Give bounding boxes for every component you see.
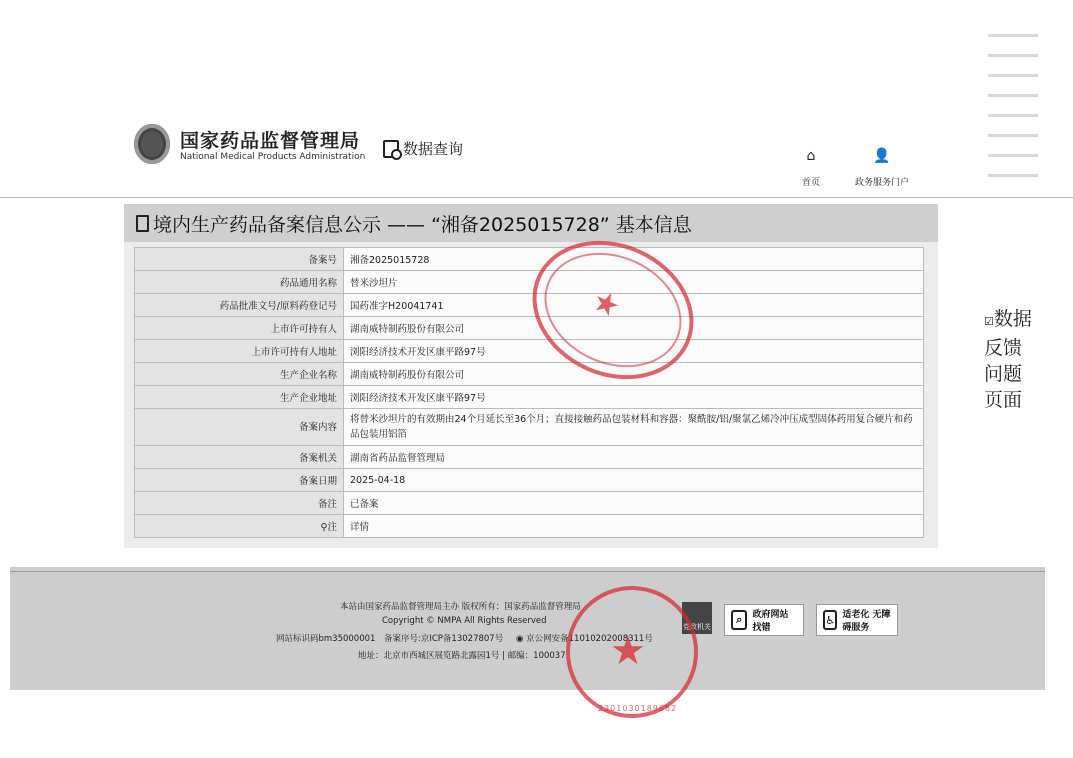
feedback-panel[interactable] [984,306,1032,413]
feedback-line: ☑数据 [984,308,1032,330]
row-label: 备注 [135,492,344,515]
row-label: 药品批准文号/原料药登记号 [135,294,344,317]
search-doc-icon [383,140,399,158]
table-row [135,317,924,340]
row-value: 已备案 [344,492,924,515]
accessibility-label: 适老化 无障碍服务 [842,610,891,633]
feedback-line: 反馈 [984,337,1023,359]
record-panel [124,242,938,548]
table-row [135,363,924,386]
distributor-seal-stamp [566,586,698,718]
seal-number: 2301030189682 [598,704,678,713]
gov-site-error-label: 政府网站 找错 [752,610,789,633]
nav-home[interactable] [796,147,826,188]
row-value: 国药准字H20041741 [344,294,924,317]
data-query-link[interactable] [383,138,463,159]
table-row [135,271,924,294]
table-row [135,515,924,538]
party-gov-badge[interactable]: 党政机关 [682,602,712,634]
site-footer [10,567,1045,690]
table-row [135,446,924,469]
edit-icon: ☑ [984,315,994,328]
footer-site-id: 网站标识码bm35000001 [276,634,376,644]
row-label: 生产企业名称 [135,363,344,386]
row-label: 药品通用名称 [135,271,344,294]
row-label: 上市许可持有人 [135,317,344,340]
table-row [135,294,924,317]
row-value: 浏阳经济技术开发区康平路97号 [344,386,924,409]
row-label: 上市许可持有人地址 [135,340,344,363]
magnifier-icon: ⌕ [731,610,747,630]
feedback-line: 页面 [984,389,1023,411]
page-title-text: 境内生产药品备案信息公示 —— “湘备2025015728” 基本信息 [153,213,692,236]
table-row [135,340,924,363]
row-value: 湖南省药品监督管理局 [344,446,924,469]
row-value: 湘备2025015728 [344,248,924,271]
row-label: 备案日期 [135,469,344,492]
row-value: 湖南威特制药股份有限公司 [344,363,924,386]
data-query-label: 数据查询 [403,140,464,158]
nav-home-label: 首页 [801,178,820,188]
gov-site-error-badge[interactable] [724,604,804,636]
footer-police[interactable]: ◉ 京公网安备11010202008311号 [516,634,653,644]
footer-address: 地址：北京市西城区展览路北露园1号 | 邮编：100037 [358,651,566,661]
accessibility-badge[interactable] [816,604,898,636]
footer-sponsor: 本站由国家药品监督管理局主办 版权所有：国家药品监督管理局 [340,602,581,612]
seal-star-icon: ★ [586,282,626,326]
details-link[interactable]: 详情 [344,515,924,538]
row-value: 湖南威特制药股份有限公司 [344,317,924,340]
accessibility-icon: ♿ [823,610,837,630]
row-value: 2025-04-18 [344,469,924,492]
row-label: 备案机关 [135,446,344,469]
record-table [134,247,924,538]
document-icon [136,215,149,232]
org-name-cn: 国家药品监督管理局 [180,130,361,152]
table-row [135,386,924,409]
footer-copyright: Copyright © NMPA All Rights Reserved [382,616,547,626]
row-value: 替米沙坦片 [344,271,924,294]
nav-gov-label: 政务服务门户 [854,178,909,188]
footer-divider [10,571,1045,572]
home-icon: ⌂ [806,148,816,164]
feedback-line: 问题 [984,363,1023,385]
nav-gov-services[interactable] [848,147,916,188]
seal-star-icon: ★ [610,628,646,674]
footer-icp[interactable]: 备案序号:京ICP备13027807号 [384,634,504,644]
table-row [135,409,924,446]
site-header [0,0,1073,200]
table-row [135,469,924,492]
location-pin-icon: ⚲ [320,522,328,533]
table-row [135,248,924,271]
scan-artifact [988,34,1038,194]
row-value: 将替米沙坦片的有效期由24个月延长至36个月；直接接触药品包装材料和容器：聚酰胺/铝/聚氯乙烯冷冲压成型固体药用复合硬片和药品包装用铝箔 [344,409,924,446]
row-value: 浏阳经济技术开发区康平路97号 [344,340,924,363]
org-name-en: National Medical Products Administration [180,152,366,162]
header-divider [0,197,1073,198]
national-emblem-logo [134,124,170,164]
user-icon: 👤 [873,148,891,164]
police-badge-icon: ◉ [516,634,524,644]
table-row [135,492,924,515]
note-label: 注 [327,522,337,533]
page-title [124,204,938,242]
row-label [135,515,344,538]
row-label: 备案号 [135,248,344,271]
row-label: 生产企业地址 [135,386,344,409]
row-label: 备案内容 [135,409,344,446]
